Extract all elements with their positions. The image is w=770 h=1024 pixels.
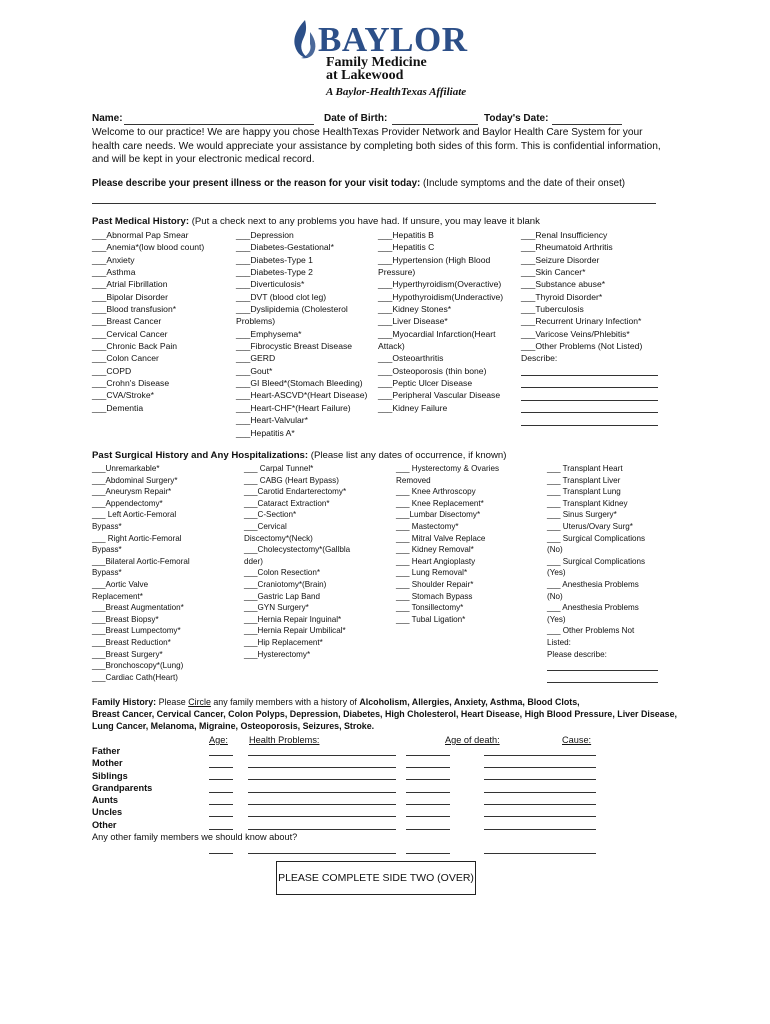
list-item[interactable]: ___Bronchoscopy*(Lung) [92, 661, 184, 671]
list-item: Bypass* [92, 545, 122, 555]
pmh-describe-line[interactable] [521, 387, 658, 388]
illness-prompt: Please describe your present illness or the reason for your visit today: (Include symptoms and the date of their onset) [92, 178, 626, 189]
list-item[interactable]: ___Myocardial Infarction(Heart [378, 328, 496, 339]
list-item[interactable]: ___Cholecystectomy*(Gallbla [244, 545, 351, 555]
family-answer-line[interactable] [484, 853, 596, 854]
list-item[interactable]: ___Diverticulosis* [236, 279, 305, 290]
list-item[interactable]: ___Osteoporosis (thin bone) [378, 365, 487, 376]
pmh-describe-line[interactable] [521, 400, 658, 401]
today-date-label: Today's Date: [484, 113, 549, 124]
list-item[interactable]: ___Breast Cancer [92, 316, 162, 327]
logo-wordmark: BAYLOR [318, 20, 468, 59]
family-answer-line[interactable] [209, 779, 233, 780]
family-history-conditions: Lung Cancer, Melanoma, Migraine, Osteoporosis, Seizures, Stroke. [92, 721, 375, 731]
age-of-death-column-header: Age of death: [445, 735, 500, 745]
list-item[interactable]: ___Cataract Extraction* [244, 498, 330, 508]
list-item[interactable]: ___Atrial Fibrillation [92, 279, 168, 290]
family-answer-line[interactable] [484, 816, 596, 817]
family-answer-line[interactable] [484, 792, 596, 793]
list-item[interactable]: ___C-Section* [244, 510, 297, 520]
list-item[interactable]: ___ Transplant Heart [547, 464, 623, 473]
list-item: Bypass* [92, 568, 122, 578]
list-item[interactable]: ___Breast Biopsy* [92, 614, 159, 624]
past-surgical-history-heading: Past Surgical History and Any Hospitalizations: (Please list any dates of occurrence, if known) [92, 450, 507, 461]
list-item[interactable]: ___ Sinus Surgery* [547, 510, 617, 520]
list-item[interactable]: ___Kidney Failure [378, 402, 448, 413]
list-item[interactable]: ___Tuberculosis [521, 304, 584, 315]
list-item[interactable]: ___DVT (blood clot leg) [236, 291, 327, 302]
list-item[interactable]: ___Breast Surgery* [92, 649, 163, 659]
family-answer-line[interactable] [209, 853, 233, 854]
list-item[interactable]: ___ Tonsillectomy* [396, 603, 464, 613]
list-item[interactable]: ___Seizure Disorder [521, 254, 600, 265]
list-item[interactable]: ___ Stomach Bypass [396, 591, 473, 601]
illness-field[interactable] [92, 203, 656, 204]
name-label: Name: [92, 113, 123, 124]
list-item[interactable]: ___CVA/Stroke* [92, 390, 154, 401]
family-answer-line[interactable] [406, 792, 450, 793]
practice-logo [288, 14, 488, 100]
pmh-column-4[interactable] [521, 229, 642, 365]
list-item[interactable]: ___ Transplant Lung [547, 487, 621, 497]
list-item[interactable]: ___ Uterus/Ovary Surg* [547, 521, 633, 531]
list-item[interactable]: ___Breast Reduction* [92, 637, 171, 647]
list-item: (No) [547, 545, 563, 555]
family-answer-line[interactable] [406, 816, 450, 817]
family-answer-line[interactable] [209, 792, 233, 793]
flame-logo-icon [288, 18, 322, 62]
welcome-paragraph: Welcome to our practice! We are happy you chose HealthTexas Provider Network and Baylor Health Care System for your health care needs. We would appreciate your assistance by completing both sides of this form. This is confidential information, and will be kept in your electronic medical record. [92, 127, 661, 165]
family-answer-line[interactable] [209, 816, 233, 817]
list-item[interactable]: ___Diabetes-Type 2 [236, 267, 313, 278]
list-item[interactable]: ___ Hysterectomy & Ovaries [396, 464, 500, 473]
family-answer-line[interactable] [248, 755, 396, 756]
relative-list [92, 745, 152, 831]
list-item[interactable]: ___ Surgical Complications [547, 533, 646, 543]
list-item[interactable]: ___Renal Insufficiency [521, 230, 608, 240]
list-item[interactable]: ___ Transplant Kidney [547, 498, 628, 508]
list-item[interactable]: ___Carotid Endarterectomy* [244, 487, 347, 497]
list-item[interactable]: ___Substance abuse* [521, 279, 606, 290]
list-item[interactable]: ___Osteoarthritis [378, 353, 444, 364]
list-item[interactable]: ___Bilateral Aortic-Femoral [92, 556, 190, 566]
list-item[interactable]: ___Dementia [92, 402, 144, 413]
list-item[interactable]: ___ Surgical Complications [547, 556, 646, 566]
list-item[interactable]: ___Heart-Valvular* [236, 415, 308, 426]
dob-field[interactable] [392, 124, 478, 125]
list-item[interactable]: ___Breast Lumpectomy* [92, 626, 181, 636]
list-item[interactable]: ___Emphysema* [236, 328, 302, 339]
family-answer-line[interactable] [406, 853, 450, 854]
list-item[interactable]: ___ Heart Angioplasty [396, 556, 476, 566]
list-item[interactable]: ___GI Bleed*(Stomach Bleeding) [236, 378, 363, 389]
list-item[interactable]: ___Breast Augmentation* [92, 603, 184, 613]
list-item[interactable]: ___Liver Disease* [378, 316, 448, 327]
family-answer-line[interactable] [248, 829, 396, 830]
list-item[interactable]: ___Hernia Repair Inguinal* [244, 614, 342, 624]
family-history-conditions: Breast Cancer, Cervical Cancer, Colon Polyps, Depression, Diabetes, High Cholesterol, Heart Disease, High Blood Pressure, Liver Disease, [92, 709, 677, 719]
list-item[interactable]: ___Hepatitis C [378, 242, 435, 253]
family-answer-line[interactable] [248, 792, 396, 793]
list-item[interactable]: ___Dyslipidemia (Cholesterol [236, 304, 348, 315]
family-answer-line[interactable] [248, 767, 396, 768]
family-answer-line[interactable] [406, 755, 450, 756]
list-item: Mother [92, 758, 123, 769]
list-item[interactable]: ___Aneurysm Repair* [92, 487, 172, 497]
pmh-describe-line[interactable] [521, 412, 658, 413]
logo-subtitle: Family Medicine at Lakewood [326, 55, 427, 83]
list-item[interactable]: ___Depression [236, 230, 294, 240]
pmh-column-1[interactable] [92, 229, 204, 414]
list-item[interactable]: ___Colon Cancer [92, 353, 159, 364]
list-item: Discectomy*(Neck) [244, 533, 313, 543]
family-answer-line[interactable] [484, 804, 596, 805]
pmh-column-3[interactable] [378, 229, 503, 414]
family-answer-line[interactable] [248, 853, 396, 854]
list-item: (Yes) [547, 614, 566, 624]
list-item[interactable]: ___Other Problems (Not Listed) [521, 341, 643, 352]
pmh-describe-line[interactable] [521, 375, 658, 376]
family-answer-line[interactable] [209, 767, 233, 768]
list-item[interactable]: ___ Left Aortic-Femoral [92, 510, 177, 520]
list-item[interactable]: ___Hip Replacement* [244, 637, 323, 647]
list-item[interactable]: ___ Transplant Liver [547, 475, 621, 485]
psh-column-3[interactable] [396, 463, 499, 625]
list-item[interactable]: ___Lumbar Disectomy* [396, 510, 481, 520]
list-item[interactable]: ___Craniotomy*(Brain) [244, 579, 327, 589]
list-item[interactable]: ___Rheumatoid Arthritis [521, 242, 613, 253]
pmh-column-2[interactable] [236, 229, 367, 439]
cause-column-header: Cause: [562, 735, 592, 745]
list-item: Grandparents [92, 782, 153, 793]
list-item[interactable]: ___Cervical Cancer [92, 328, 168, 339]
psh-column-4[interactable] [547, 463, 645, 660]
list-item[interactable]: ___ Mastectomy* [396, 521, 459, 531]
family-answer-line[interactable] [209, 755, 233, 756]
list-item[interactable]: ___Cervical [244, 521, 287, 531]
list-item[interactable]: ___Chronic Back Pain [92, 341, 178, 352]
complete-side-two-box: PLEASE COMPLETE SIDE TWO (OVER) [276, 861, 476, 895]
past-medical-history-heading: Past Medical History: (Put a check next to any problems you have had. If unsure, you may leave it blank [92, 216, 540, 227]
list-item: (No) [547, 591, 563, 601]
list-item[interactable]: ___Fibrocystic Breast Disease [236, 341, 353, 352]
list-item[interactable]: ___Hypothyroidism(Underactive) [378, 291, 504, 302]
today-date-field[interactable] [552, 124, 622, 125]
list-item[interactable]: ___Hepatitis A* [236, 427, 295, 438]
list-item[interactable]: ___Unremarkable* [92, 464, 160, 473]
list-item[interactable]: ___Peripheral Vascular Disease [378, 390, 501, 401]
family-answer-line[interactable] [484, 755, 596, 756]
list-item: Father [92, 746, 121, 756]
list-item[interactable]: ___Anxiety [92, 254, 135, 265]
name-field[interactable] [124, 124, 314, 125]
family-answer-line[interactable] [248, 779, 396, 780]
list-item[interactable]: ___ Right Aortic-Femoral [92, 533, 182, 543]
list-item[interactable]: ___ Lung Removal* [396, 568, 468, 578]
family-answer-line[interactable] [406, 767, 450, 768]
list-item[interactable]: ___ Kidney Removal* [396, 545, 474, 555]
list-item: Aunts [92, 795, 119, 806]
list-item[interactable]: ___ Shoulder Repair* [396, 579, 474, 589]
list-item: Problems) [236, 316, 276, 327]
list-item[interactable]: ___ Anesthesia Problems [547, 579, 639, 589]
list-item: (Yes) [547, 568, 566, 578]
list-item[interactable]: ___Cardiac Cath(Heart) [92, 672, 178, 682]
list-item[interactable]: ___Skin Cancer* [521, 267, 586, 278]
family-answer-line[interactable] [406, 779, 450, 780]
list-item[interactable]: ___Hyperthyroidism(Overactive) [378, 279, 502, 290]
list-item: Replacement* [92, 591, 143, 601]
list-item: Other [92, 819, 117, 830]
list-item[interactable]: ___COPD [92, 365, 132, 376]
family-history-intro: Family History: Please Circle any family members with a history of Alcoholism, Allergies, Anxiety, Asthma, Blood Clots, [92, 697, 580, 707]
list-item: Siblings [92, 770, 128, 781]
list-item[interactable]: ___Hysterectomy* [244, 649, 311, 659]
list-item[interactable]: ___Diabetes-Gestational* [236, 242, 334, 253]
family-answer-line[interactable] [484, 767, 596, 768]
other-family-question: Any other family members we should know about? [92, 832, 298, 842]
list-item[interactable]: ___Kidney Stones* [378, 304, 452, 315]
list-item: Bypass* [92, 521, 122, 531]
list-item[interactable]: ___Anemia*(low blood count) [92, 242, 205, 253]
health-problems-column-header: Health Problems: [249, 735, 320, 745]
list-item[interactable]: ___ Anesthesia Problems [547, 603, 639, 613]
family-answer-line[interactable] [406, 804, 450, 805]
list-item[interactable]: ___ Carpal Tunnel* [244, 464, 314, 473]
family-answer-line[interactable] [484, 829, 596, 830]
list-item[interactable]: ___Abnormal Pap Smear [92, 230, 189, 240]
list-item[interactable]: ___Appendectomy* [92, 498, 163, 508]
psh-column-1[interactable] [92, 463, 190, 683]
family-answer-line[interactable] [209, 804, 233, 805]
list-item[interactable]: ___Colon Resection* [244, 568, 321, 578]
age-column-header: Age: [209, 735, 228, 745]
list-item[interactable]: ___GYN Surgery* [244, 603, 309, 613]
psh-column-2[interactable] [244, 463, 350, 660]
list-item[interactable]: ___ Other Problems Not [547, 626, 635, 636]
list-item[interactable]: ___ Mitral Valve Replace [396, 533, 486, 543]
list-item[interactable]: ___Asthma [92, 267, 136, 278]
family-answer-line[interactable] [248, 804, 396, 805]
list-item[interactable]: ___Hypertension (High Blood [378, 254, 491, 265]
list-item: Listed: [547, 637, 571, 647]
list-item[interactable]: ___Heart-CHF*(Heart Failure) [236, 402, 351, 413]
list-item[interactable]: ___Bipolar Disorder [92, 291, 168, 302]
list-item: Pressure) [378, 267, 416, 278]
list-item[interactable]: ___Aortic Valve [92, 579, 149, 589]
family-answer-line[interactable] [248, 816, 396, 817]
list-item: Uncles [92, 807, 123, 818]
family-answer-line[interactable] [209, 829, 233, 830]
list-item[interactable]: ___Gout* [236, 365, 273, 376]
psh-describe-line[interactable] [547, 670, 658, 671]
list-item[interactable]: ___ Knee Arthroscopy [396, 487, 476, 497]
list-item: Please describe: [547, 649, 607, 659]
list-item[interactable]: ___Peptic Ulcer Disease [378, 378, 473, 389]
list-item: Removed [396, 475, 431, 485]
dob-label: Date of Birth: [324, 113, 388, 124]
list-item[interactable]: ___Thyroid Disorder* [521, 291, 603, 302]
list-item[interactable]: ___ Tubal Ligation* [396, 614, 466, 624]
list-item[interactable]: ___Gastric Lap Band [244, 591, 321, 601]
list-item: Attack) [378, 341, 405, 352]
list-item[interactable]: ___ Knee Replacement* [396, 498, 484, 508]
list-item: Describe: [521, 353, 558, 364]
list-item[interactable]: ___Blood transfusion* [92, 304, 177, 315]
list-item[interactable]: ___Hernia Repair Umbilical* [244, 626, 346, 636]
list-item[interactable]: ___ CABG (Heart Bypass) [244, 475, 339, 485]
list-item[interactable]: ___Abdominal Surgery* [92, 475, 178, 485]
family-answer-line[interactable] [406, 829, 450, 830]
list-item[interactable]: ___Diabetes-Type 1 [236, 254, 313, 265]
list-item[interactable]: ___GERD [236, 353, 276, 364]
list-item[interactable]: ___Recurrent Urinary Infection* [521, 316, 642, 327]
list-item[interactable]: ___Crohn's Disease [92, 378, 170, 389]
pmh-describe-line[interactable] [521, 425, 658, 426]
list-item[interactable]: ___Varicose Veins/Phlebitis* [521, 328, 630, 339]
list-item: dder) [244, 556, 263, 566]
logo-affiliate: A Baylor-HealthTexas Affiliate [326, 86, 467, 98]
family-answer-line[interactable] [484, 779, 596, 780]
psh-describe-line[interactable] [547, 682, 658, 683]
list-item[interactable]: ___Heart-ASCVD*(Heart Disease) [236, 390, 368, 401]
list-item[interactable]: ___Hepatitis B [378, 230, 434, 240]
